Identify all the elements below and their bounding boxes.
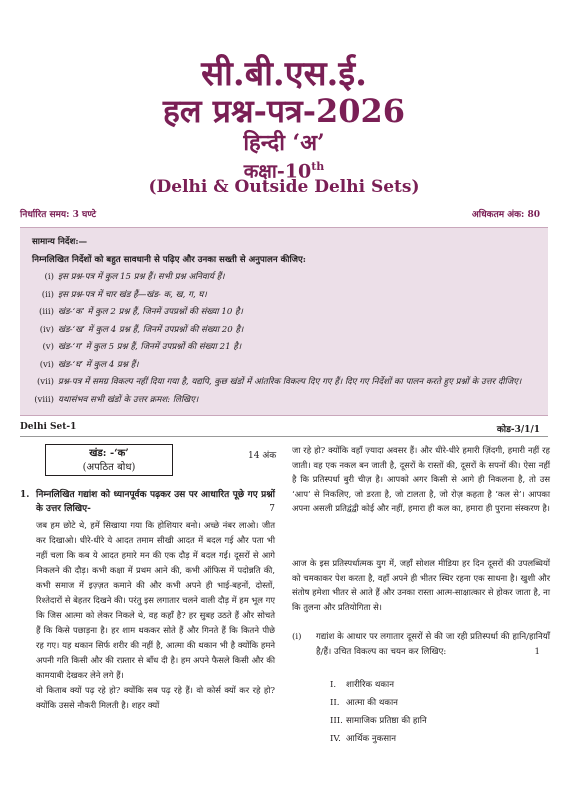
option-item: [330, 730, 427, 748]
instruction-item: [32, 269, 536, 287]
section-title: खंड: -‘क’: [89, 448, 129, 459]
instruction-item: [32, 287, 536, 305]
options-list: [330, 676, 427, 748]
section-subtitle: (अपठित बोध): [82, 462, 136, 473]
instruction-item: [32, 304, 536, 322]
set-code: कोड-3/1/1: [496, 425, 540, 435]
passage-paragraph: जब हम छोटे थे, हमें सिखाया गया कि होशियार बनो। अच्छे नंबर लाओ। जीत कर दिखाओ। धीरे-धीरे ये आदत तमाम सीखी आदत में बदल गई और पता भी नहीं चला कि कब ये आदत हमारे मन की एक दौड़ में बदल गई। दूसरों से आगे निकलने की दौड़। कभी कक्षा में प्रथम आने की, कभी ऑफिस में पदोन्नति की, कभी समाज में इज़्ज़त कमाने की और कभी अपने ही भाई-बहनों, दोस्तों, रिश्तेदारों से बेहतर दिखने की। परंतु इस लगातार चलने वाली दौड़ में हम भूल गए कि जिस आत्मा को लेकर निकले थे, वह कहाँ है? हर सुबह उठते हैं और सोचते हैं कि किसे पछाड़ना है। हर शाम थककर सोते हैं और गिनते हैं कि कितने पीछे रह गए। यह थकान सिर्फ शरीर की नहीं है, आत्मा की थकान भी है क्योंकि हमने अपनी गति किसी और की रफ़्तार से बाँध दी है। हम अपने फैसले किसी और की कामयाबी देखकर लेने लगे हैं।: [36, 520, 275, 680]
header-class-sup: th: [311, 160, 325, 173]
subquestion-number: (i): [292, 632, 302, 642]
instruction-number: (iii): [39, 307, 54, 317]
general-instructions: [20, 227, 548, 416]
max-marks: अधिकतम अंक: 80: [471, 210, 540, 220]
instruction-text: खंड-‘ग’ में कुल 5 प्रश्न हैं, जिनमें उपप्रश्नों की संख्या 21 है।: [58, 342, 242, 352]
instructions-title: सामान्य निर्देश:—: [32, 237, 88, 247]
instruction-item: [32, 339, 536, 357]
header-subject: हिन्दी ‘अ’: [243, 130, 325, 156]
instruction-item: [32, 322, 536, 340]
option-roman: I.: [330, 680, 337, 690]
option-item: [330, 712, 427, 730]
instructions-list: [32, 269, 536, 409]
section-marks: 14 अंक: [248, 451, 277, 461]
option-roman: IV.: [330, 734, 341, 744]
option-text: सामाजिक प्रतिष्ठा की हानि: [346, 716, 427, 726]
option-text: आत्मा की थकान: [346, 698, 398, 708]
subquestion-marks: 1: [534, 646, 540, 657]
instruction-number: (vi): [39, 359, 54, 370]
instruction-text: खंड-‘घ’ में कुल 4 प्रश्न हैं।: [58, 359, 139, 370]
subquestion-text: गद्यांश के आधार पर लगातार दूसरों से की जा रही प्रतिस्पर्धा की हानि/हानियाँ है/हैं। उचित विकल्प का चयन कर लिखिए:: [316, 632, 550, 657]
instruction-text: यथासंभव सभी खंडों के उत्तर क्रमश: लिखिए।: [58, 394, 199, 405]
instructions-intro: निम्नलिखित निर्देशों को बहुत सावधानी से पढ़िए और उनका सख्ती से अनुपालन कीजिए:: [32, 254, 306, 265]
question-1: [20, 488, 275, 516]
question-marks: 7: [269, 504, 275, 514]
passage-right-1: जा रहे हो? क्योंकि वहाँ ज़्यादा अवसर हैं। और धीरे-धीरे हमारी ज़िंदगी, हमारी नहीं रह जाती। वह एक नकल बन जाती है, दूसरों के रास्तों की, दूसरों के सपनों की। ऐसा नहीं है कि प्रतिस्पर्धा बुरी चीज़ है। आपको अगर किसी से आगे ही निकलना है, तो उस ‘आप’ से निकलिए, जो डरता है, जो टालता है, जो रोज़ कहता है ‘कल से’। आपका अपना असली प्रतिद्वंद्वी कोई और नहीं, हमारा ही कल का, हमारा ही पुराना संस्करण है।: [292, 445, 550, 514]
header-class-text: कक्षा-10: [243, 160, 312, 183]
passage-paragraph: वो किताब क्यों पढ़ रहे हो? क्योंकि सब पढ़ रहे हैं। वो कोर्स क्यों कर रहे हो? क्योंकि उससे नौकरी मिलती है। शहर क्यों: [36, 685, 275, 710]
subquestion-i: [292, 630, 550, 659]
instruction-number: (viii): [34, 394, 54, 405]
option-item: [330, 694, 427, 712]
instruction-number: (v): [42, 342, 54, 352]
instruction-item: [32, 357, 536, 375]
option-item: [330, 676, 427, 694]
instruction-text: इस प्रश्न-पत्र में कुल 15 प्रश्न हैं। सभी प्रश्न अनिवार्य हैं।: [58, 272, 225, 282]
passage-left: [36, 518, 275, 713]
question-text: निम्नलिखित गद्यांश को ध्यानपूर्वक पढ़कर उस पर आधारित पूछे गए प्रश्नों के उत्तर लिखिए-: [36, 490, 275, 514]
section-box: [45, 444, 173, 476]
passage-right-2: आज के इस प्रतिस्पर्धात्मक युग में, जहाँ सोशल मीडिया हर दिन दूसरों की उपलब्धियों को चमकाकर पेश करता है, वहाँ अपने ही भीतर स्थिर रहना एक साधना है। खुशी और संतोष हमेशा भीतर से आते हैं और उनका रास्ता आत्म-साक्षात्कार से होकर जाता है, ना कि तुलना और प्रतियोगिता से।: [292, 558, 550, 612]
instruction-number: (ii): [41, 289, 54, 300]
option-text: आर्थिक नुकसान: [346, 734, 397, 744]
instruction-item: [32, 392, 536, 410]
instruction-number: (vii): [36, 377, 54, 387]
instruction-number: (i): [44, 272, 54, 282]
option-text: शारीरिक थकान: [346, 680, 394, 690]
header-title: हल प्रश्न-पत्र-2026: [162, 92, 406, 130]
instruction-text: इस प्रश्न-पत्र में चार खंड हैं—खंड- क, ख, ग, घ।: [58, 289, 207, 300]
instruction-text: प्रश्न-पत्र में समग्र विकल्प नहीं दिया गया है, यद्यपि, कुछ खंडों में आंतरिक विकल्प दिए गए हैं। दिए गए निर्देशों का पालन करते हुए प्रश्नों के उत्तर दीजिए।: [58, 377, 522, 387]
question-number: 1.: [20, 490, 30, 500]
header-sets: (Delhi & Outside Delhi Sets): [148, 177, 420, 197]
header-board: सी.बी.एस.ई.: [201, 54, 367, 94]
instruction-item: [32, 374, 536, 392]
time-allowed: निर्धारित समय: 3 घण्टे: [20, 210, 97, 220]
divider: [20, 436, 548, 437]
instruction-number: (iv): [39, 324, 54, 335]
option-roman: II.: [330, 698, 340, 708]
instruction-text: खंड-‘क’ में कुल 2 प्रश्न हैं, जिनमें उपप्रश्नों की संख्या 10 है।: [58, 307, 243, 317]
option-roman: III.: [330, 716, 343, 726]
set-label: Delhi Set-1: [20, 422, 77, 432]
instruction-text: खंड-‘ख’ में कुल 4 प्रश्न हैं, जिनमें उपप्रश्नों की संख्या 20 है।: [58, 324, 244, 335]
